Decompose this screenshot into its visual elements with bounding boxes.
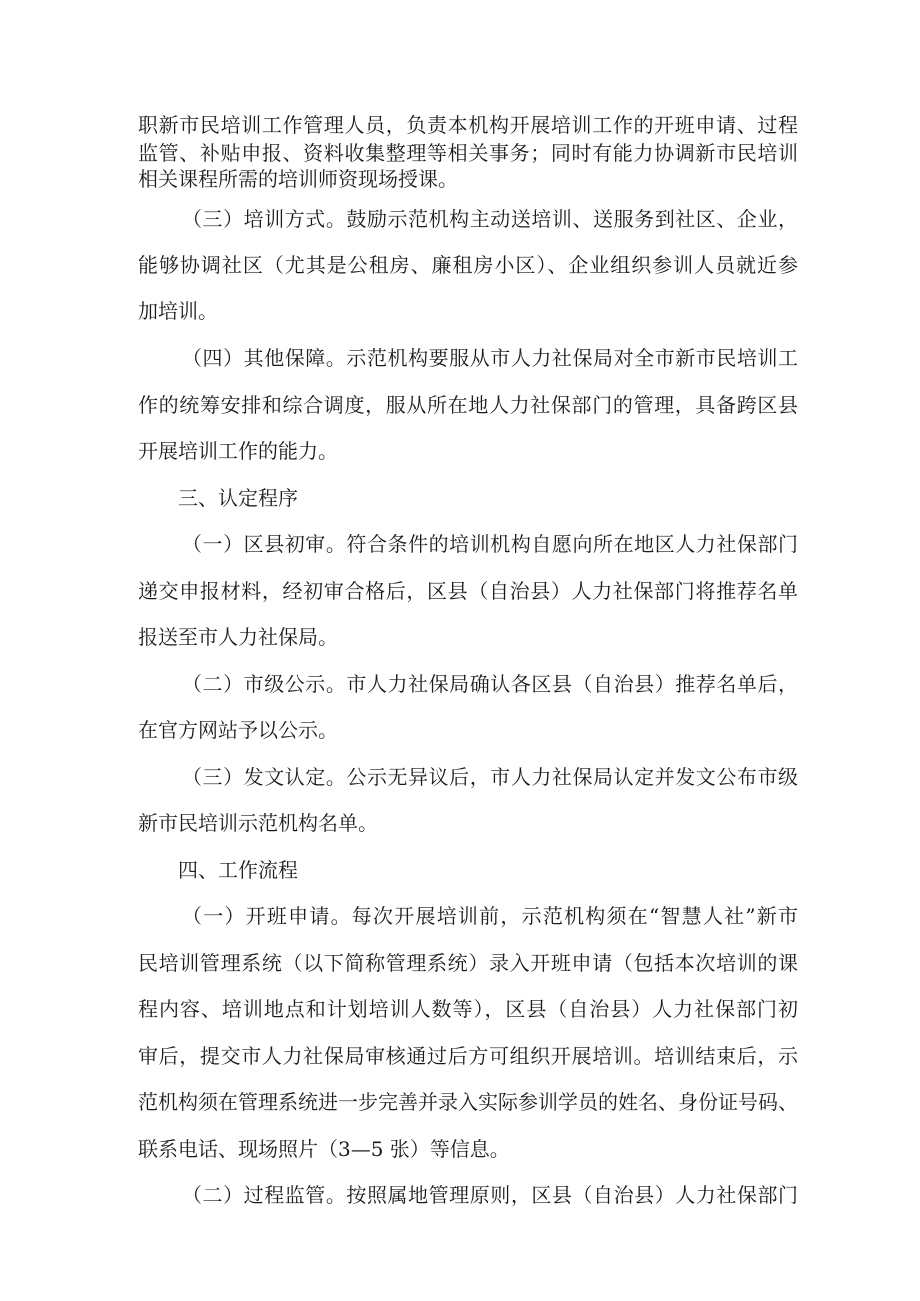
paragraph-line: （一）开班申请。每次开展培训前，示范机构须在“智慧人社”新市 <box>182 904 798 928</box>
paragraph-line: （二）过程监管。按照属地管理原则，区县（自治县）人力社保部门 <box>182 1183 798 1207</box>
paragraph-line: 在官方网站予以公示。 <box>138 718 338 742</box>
paragraph-line: 报送至市人力社保局。 <box>138 625 338 649</box>
paragraph-line: 程内容、培训地点和计划培训人数等），区县（自治县）人力社保部门初 <box>138 997 798 1021</box>
paragraph-line: 审后，提交市人力社保局审核通过后方可组织开展培训。培训结束后，示 <box>138 1044 798 1068</box>
paragraph-line: 相关课程所需的培训师资现场授课。 <box>138 167 458 191</box>
paragraph-line: （三）发文认定。公示无异议后，市人力社保局认定并发文公布市级 <box>182 765 798 789</box>
paragraph-line: （一）区县初审。符合条件的培训机构自愿向所在地区人力社保部门 <box>182 532 798 556</box>
paragraph-line: 范机构须在管理系统进一步完善并录入实际参训学员的姓名、身份证号码、 <box>138 1090 798 1114</box>
paragraph-line: 职新市民培训工作管理人员，负责本机构开展培训工作的开班申请、过程 <box>138 113 798 137</box>
paragraph-line: 作的统筹安排和综合调度，服从所在地人力社保部门的管理，具备跨区县 <box>138 393 798 417</box>
paragraph-line: （四）其他保障。示范机构要服从市人力社保局对全市新市民培训工 <box>182 346 798 370</box>
paragraph-line: 监管、补贴申报、资料收集整理等相关事务；同时有能力协调新市民培训 <box>138 141 798 165</box>
paragraph-line: 联系电话、现场照片（3—5 张）等信息。 <box>138 1137 510 1161</box>
paragraph-line: 能够协调社区（尤其是公租房、廉租房小区）、企业组织参训人员就近参 <box>138 253 798 277</box>
paragraph-line: 开展培训工作的能力。 <box>138 439 338 463</box>
paragraph-line: 递交申报材料，经初审合格后，区县（自治县）人力社保部门将推荐名单 <box>138 579 798 603</box>
section-heading: 三、认定程序 <box>178 486 298 510</box>
paragraph-line: （二）市级公示。市人力社保局确认各区县（自治县）推荐名单后， <box>182 672 798 696</box>
paragraph-line: （三）培训方式。鼓励示范机构主动送培训、送服务到社区、企业， <box>182 207 798 231</box>
paragraph-line: 民培训管理系统（以下简称管理系统）录入开班申请（包括本次培训的课 <box>138 951 798 975</box>
section-heading: 四、工作流程 <box>178 858 298 882</box>
paragraph-line: 加培训。 <box>138 299 218 323</box>
paragraph-line: 新市民培训示范机构名单。 <box>138 811 378 835</box>
